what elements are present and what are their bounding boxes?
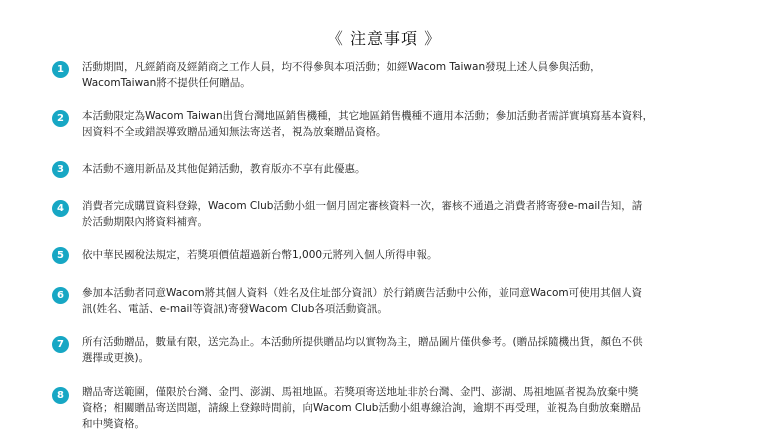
notice-line: 於活動期限內將資料補齊。 bbox=[82, 216, 208, 228]
notice-line: 依中華民國稅法規定，若獎項價值超過新台幣1,000元將列入個人所得申報。 bbox=[82, 249, 438, 261]
notice-line: 參加本活動者同意Wacom將其個人資料（姓名及住址部分資訊）於行銷廣告活動中公佈，並同意Wacom可使用其個人資 bbox=[82, 287, 643, 299]
notice-line: 所有活動贈品，數量有限，送完為止。本活動所提供贈品均以實物為主，贈品圖片僅供參考。(贈品採隨機出貨，顏色不供 bbox=[82, 336, 643, 348]
notice-line: 消費者完成購買資料登錄，Wacom Club活動小組一個月固定審核資料一次，審核不通過之消費者將寄發e-mail告知，請 bbox=[82, 200, 643, 212]
notice-text bbox=[82, 384, 722, 432]
number-badge: 4 bbox=[52, 200, 69, 217]
notice-line: 本活動不適用新品及其他促銷活動，教育版亦不享有此優惠。 bbox=[82, 163, 366, 175]
notice-line: 本活動限定為Wacom Taiwan出貨台灣地區銷售機種，其它地區銷售機種不適用本活動；參加活動者需詳實填寫基本資料， bbox=[82, 110, 654, 122]
notice-line: 資格；相關贈品寄送問題，請線上登錄時間前，向Wacom Club活動小組專線洽詢，逾期不再受理，並視為自動放棄贈品 bbox=[82, 402, 641, 414]
notice-line: 訊(姓名、電話、e-mail等資訊)寄發Wacom Club各項活動資訊。 bbox=[82, 303, 388, 315]
number-badge: 5 bbox=[52, 247, 69, 264]
number-badge: 7 bbox=[52, 336, 69, 353]
notice-text bbox=[82, 334, 722, 366]
notice-text bbox=[82, 247, 722, 263]
notice-line: 和中獎資格。 bbox=[82, 418, 145, 430]
page-title: 《 注意事項 》 bbox=[326, 29, 442, 48]
notice-text bbox=[82, 285, 722, 317]
notice-line: WacomTaiwan將不提供任何贈品。 bbox=[82, 77, 251, 89]
notice-line: 贈品寄送範圍，僅限於台灣、金門、澎湖、馬祖地區。若獎項寄送地址非於台灣、金門、澎湖、馬祖地區者視為放棄中獎 bbox=[82, 386, 639, 398]
notice-text bbox=[82, 59, 722, 91]
number-badge: 6 bbox=[52, 287, 69, 304]
number-badge: 1 bbox=[52, 61, 69, 78]
notice-line: 選擇或更換)。 bbox=[82, 352, 150, 364]
notice-line: 因資料不全或錯誤導致贈品通知無法寄送者，視為放棄贈品資格。 bbox=[82, 126, 387, 138]
number-badge: 2 bbox=[52, 110, 69, 127]
notice-line: 活動期間，凡經銷商及經銷商之工作人員，均不得參與本項活動；如經Wacom Taiwan發現上述人員參與活動， bbox=[82, 61, 601, 73]
notice-text bbox=[82, 108, 722, 140]
number-badge: 3 bbox=[52, 161, 69, 178]
notice-text bbox=[82, 161, 722, 177]
notice-text bbox=[82, 198, 722, 230]
number-badge: 8 bbox=[52, 387, 69, 404]
